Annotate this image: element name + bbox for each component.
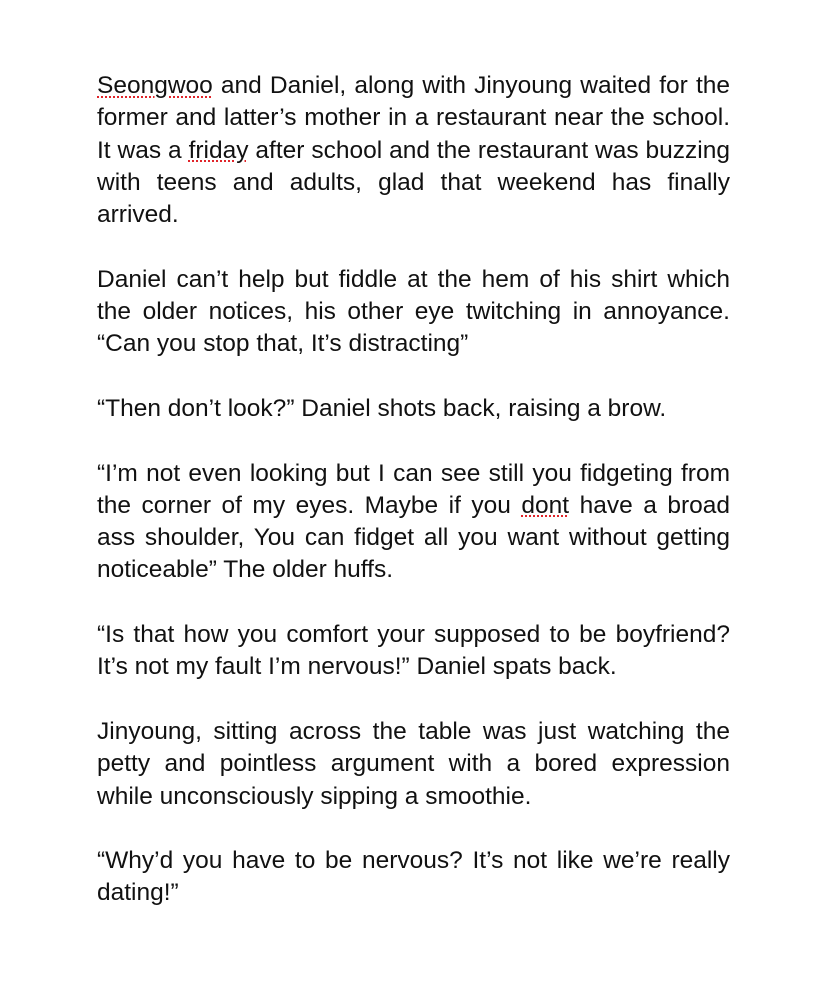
paragraph-2: Daniel can’t help but fiddle at the hem of his shirt which the older notices, his other eye twitching in annoyance. “Can you stop that, It’s distracting” <box>97 265 730 358</box>
spellcheck-word-friday[interactable]: friday <box>188 136 249 164</box>
paragraph-4-text-b: have a broad ass shoulder, You can fidget all you want without getting noticeable” The older huffs. <box>97 491 730 584</box>
paragraph-5: “Is that how you comfort your supposed to be boyfriend? It’s not my fault I’m nervous!” Daniel spats back. <box>97 621 730 681</box>
paragraph-7: “Why’d you have to be nervous? It’s not like we’re really dating!” <box>97 847 730 907</box>
paragraph-3: “Then don’t look?” Daniel shots back, raising a brow. <box>97 394 667 422</box>
paragraph-1-text-a: and Daniel, along with Jinyoung waited for the former and latter’s mother in a restaurant near the school. It was a <box>97 72 730 164</box>
paragraph-1 <box>97 70 730 231</box>
spellcheck-word-dont[interactable]: dont <box>521 491 570 519</box>
spellcheck-word-seongwoo[interactable]: Seongwoo <box>97 72 213 99</box>
paragraph-4 <box>97 458 730 587</box>
document-page <box>97 70 730 942</box>
paragraph-6: Jinyoung, sitting across the table was just watching the petty and pointless argument with a bored expression while unconsciously sipping a smoothie. <box>97 717 730 810</box>
paragraph-4-text-a: “I’m not even looking but I can see still you fidgeting from the corner of my eyes. Maybe if you <box>97 459 730 519</box>
paragraph-1-text-b: after school and the restaurant was buzzing with teens and adults, glad that weekend has finally arrived. <box>97 136 730 229</box>
